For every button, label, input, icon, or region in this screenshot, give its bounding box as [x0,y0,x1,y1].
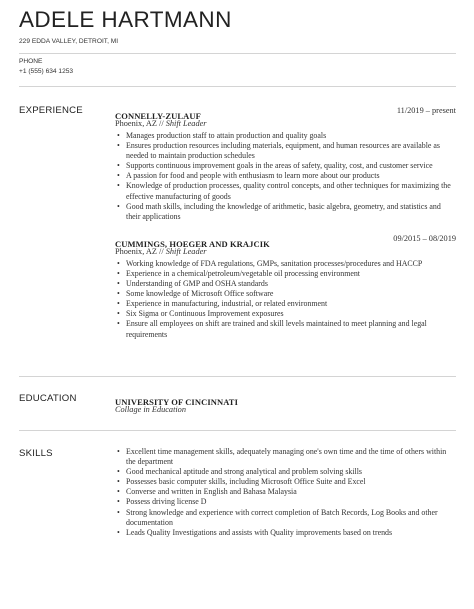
list-item: • Converse and written in English and Bahasa Malaysia [115,487,456,497]
list-item: • Possess driving license D [115,497,456,507]
phone-number: +1 (555) 634 1253 [19,68,74,75]
candidate-name: ADELE HARTMANN [19,7,232,32]
list-item: • Manages production staff to attain production and quality goals [115,131,456,141]
list-item: • Ensures production resources including materials, equipment, and human resources are available as needed to maintain production schedules [115,141,456,161]
employer-name: CUMMINGS, HOEGER AND KRAJCIK [115,238,270,249]
school-name: UNIVERSITY OF CINCINNATI [115,397,238,407]
list-item: • A passion for food and people with enthusiasm to learn more about our products [115,171,456,181]
job-bullets [115,259,456,340]
job-role: Shift Leader [165,246,207,256]
job-entry [115,234,456,340]
degree: Collage in Education [115,405,186,414]
job-bullets [115,131,456,222]
job-header [115,233,456,249]
list-item: • Ensure all employees on shift are trained and skill levels maintained to meet planning and legal requirements [115,319,456,339]
phone-label: PHONE [19,58,43,65]
list-item: • Knowledge of production processes, quality control concepts, and other techniques for maximizing the effective manufacturing of goods [115,181,456,201]
employer-name: CONNELLY-ZULAUF [115,111,201,121]
job-dates: 09/2015 – 08/2019 [393,233,456,243]
job-dates: 11/2019 – present [396,106,456,115]
list-item: • Leads Quality Investigations and assists with Quality improvements based on trends [115,528,456,538]
address: 229 EDDA VALLEY, DETROIT, MI [19,38,119,45]
list-item: • Experience in a chemical/petroleum/vegetable oil processing environment [115,269,456,279]
education-divider [19,430,456,431]
job-entry [115,106,456,222]
experience-column [115,106,456,340]
list-item: • Six Sigma or Continuous Improvement exposures [115,309,456,319]
contact-divider [19,86,456,87]
experience-divider [19,376,456,377]
education-column [115,392,456,415]
list-item: • Some knowledge of Microsoft Office software [115,289,456,299]
education-title: EDUCATION [19,393,77,404]
skills-list [115,447,456,538]
list-item: • Supports continuous improvement goals in the areas of safety, quality, cost, and customer service [115,161,456,171]
education-header [115,392,456,407]
list-item: • Working knowledge of FDA regulations, GMPs, sanitation processes/procedures and HACCP [115,259,456,269]
list-item: • Possesses basic computer skills, including Microsoft Office Suite and Excel [115,477,456,487]
job-role: Shift Leader [165,119,207,128]
skills-column [115,447,456,538]
experience-title: EXPERIENCE [19,105,83,116]
job-header [115,106,456,121]
location-text: Phoenix, AZ // [115,119,166,128]
list-item: • Excellent time management skills, adequately managing one's own time and the time of others within the department [115,447,456,467]
list-item: • Good mechanical aptitude and strong analytical and problem solving skills [115,467,456,477]
list-item: • Strong knowledge and experience with correct completion of Batch Records, Log Books and other documentation [115,508,456,528]
skills-title: SKILLS [19,448,53,459]
list-item: • Understanding of GMP and OSHA standards [115,279,456,289]
location-text: Phoenix, AZ // [115,246,166,256]
list-item: • Good math skills, including the knowledge of arithmetic, basic algebra, geometry, and statistics and their applications [115,202,456,222]
list-item: • Experience in manufacturing, industrial, or related environment [115,299,456,309]
header-divider [19,53,456,54]
